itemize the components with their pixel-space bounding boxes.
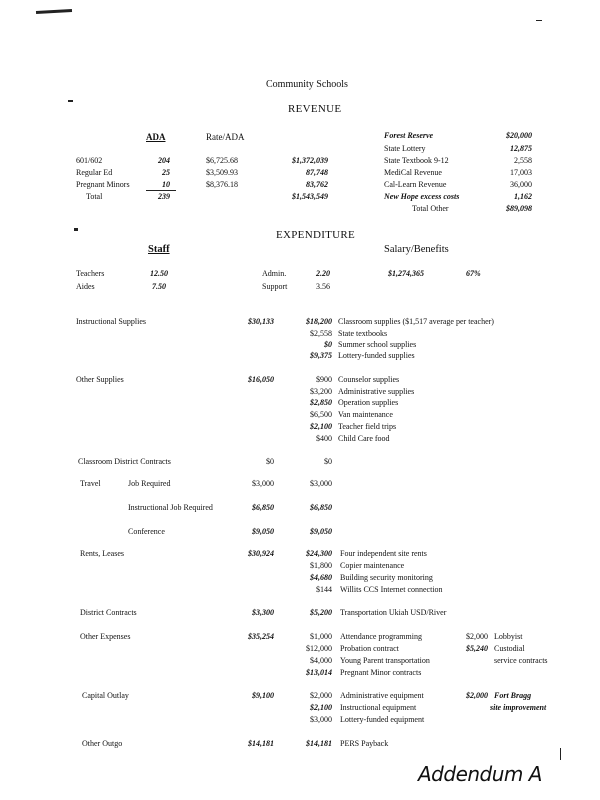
item-amount: $0 [324, 340, 332, 349]
salary-heading: Salary/Benefits [384, 244, 449, 255]
item-desc: Pregnant Minor contracts [340, 668, 422, 677]
item-amount: $6,500 [310, 410, 332, 419]
item-amount: $144 [316, 585, 332, 594]
revenue-ada: 25 [162, 168, 170, 177]
category-total: $16,050 [248, 375, 274, 384]
item-amount: $1,000 [310, 632, 332, 641]
item-desc: Operation supplies [338, 398, 399, 407]
item-amount: $18,200 [306, 317, 332, 326]
item-amount: $6,850 [310, 503, 332, 512]
item-amount: $3,000 [310, 715, 332, 724]
side-amount: $2,000 [466, 691, 488, 700]
side-desc: service contracts [494, 656, 548, 665]
item-amount: $3,000 [310, 479, 332, 488]
revenue-amount: 83,762 [306, 180, 328, 189]
item-amount: $4,000 [310, 656, 332, 665]
other-revenue-amount: 36,000 [510, 180, 532, 189]
revenue-ada: 204 [158, 156, 170, 165]
other-revenue-label: MediCal Revenue [384, 168, 442, 177]
item-amount: $900 [316, 375, 332, 384]
other-revenue-amount: 1,162 [514, 192, 532, 201]
item-amount: $9,375 [310, 351, 332, 360]
item-amount: $2,558 [310, 329, 332, 338]
revenue-rate: $8,376.18 [206, 180, 238, 189]
category-label: Other Supplies [76, 375, 124, 384]
expenditure-heading: EXPENDITURE [276, 229, 356, 241]
item-amount: $14,181 [306, 739, 332, 748]
scan-mark [36, 9, 72, 14]
category-total: $30,133 [248, 317, 274, 326]
other-revenue-amount: 17,003 [510, 168, 532, 177]
item-desc: Classroom supplies ($1,517 average per teacher) [338, 317, 494, 326]
item-desc: Teacher field trips [338, 422, 397, 431]
item-amount: $2,100 [310, 422, 332, 431]
item-desc: Lottery-funded supplies [338, 351, 415, 360]
other-revenue-label: Cal-Learn Revenue [384, 180, 447, 189]
category-total: $35,254 [248, 632, 274, 641]
scan-mark [560, 748, 561, 760]
item-amount: $13,014 [306, 668, 332, 677]
item-desc: Attendance programming [340, 632, 422, 641]
item-amount: $24,300 [306, 549, 332, 558]
ada-header: ADA [146, 132, 166, 142]
side-desc: Lobbyist [494, 632, 523, 641]
category-label: Rents, Leases [80, 549, 124, 558]
item-amount: $1,800 [310, 561, 332, 570]
side-amount: $2,000 [466, 632, 488, 641]
staff-label: Aides [76, 282, 95, 291]
staff-value: 2.20 [316, 269, 330, 278]
revenue-label: Pregnant Minors [76, 180, 130, 189]
item-desc: Four independent site rents [340, 549, 427, 558]
item-desc: Copier maintenance [340, 561, 405, 570]
category-total: $14,181 [248, 739, 274, 748]
revenue-amount: $1,372,039 [292, 156, 328, 165]
item-amount: $9,050 [310, 527, 332, 536]
scan-mark [68, 100, 73, 102]
travel-sub-label: Conference [128, 527, 165, 536]
revenue-label: 601/602 [76, 156, 103, 165]
revenue-heading: REVENUE [288, 103, 342, 115]
total-other-label: Total Other [412, 204, 449, 213]
scan-mark [536, 20, 542, 21]
revenue-ada: 239 [158, 192, 170, 201]
item-desc: Probation contract [340, 644, 399, 653]
staff-heading: Staff [148, 244, 170, 255]
category-label: District Contracts [80, 608, 137, 617]
item-desc: Administrative equipment [340, 691, 424, 700]
item-amount: $2,850 [310, 398, 332, 407]
staff-label: Teachers [76, 269, 105, 278]
other-revenue-label: New Hope excess costs [384, 192, 460, 201]
category-total: $9,050 [252, 527, 274, 536]
item-amount: $5,200 [310, 608, 332, 617]
category-label: Instructional Supplies [76, 317, 146, 326]
side-desc: Custodial [494, 644, 525, 653]
item-amount: $2,000 [310, 691, 332, 700]
revenue-amount: $1,543,549 [292, 192, 328, 201]
item-amount: $4,680 [310, 573, 332, 582]
staff-label: Admin. [262, 269, 287, 278]
category-label: Capital Outlay [82, 691, 129, 700]
category-total: $0 [266, 457, 274, 466]
side-desc: site improvement [490, 703, 547, 712]
category-total: $6,850 [252, 503, 274, 512]
staff-value: 7.50 [152, 282, 166, 291]
category-label: Classroom District Contracts [78, 457, 171, 466]
category-label: Other Outgo [82, 739, 123, 748]
staff-value: 3.56 [316, 282, 330, 291]
item-amount: $12,000 [306, 644, 332, 653]
revenue-rate: $3,509.93 [206, 168, 238, 177]
other-revenue-label: State Lottery [384, 144, 426, 153]
scan-mark [74, 228, 78, 231]
other-revenue-label: State Textbook 9-12 [384, 156, 449, 165]
total-rule [146, 190, 176, 191]
item-desc: Child Care food [338, 434, 390, 443]
revenue-rate: $6,725.68 [206, 156, 238, 165]
item-desc: Counselor supplies [338, 375, 400, 384]
item-desc: PERS Payback [340, 739, 389, 748]
travel-sub-label: Job Required [128, 479, 171, 488]
side-desc: Fort Bragg [494, 691, 532, 700]
revenue-label: Regular Ed [76, 168, 113, 177]
item-desc: Willits CCS Internet connection [340, 585, 443, 594]
revenue-ada: 10 [162, 180, 170, 189]
item-desc: Summer school supplies [338, 340, 417, 349]
item-desc: Transportation Ukiah USD/River [340, 608, 447, 617]
category-total: $9,100 [252, 691, 274, 700]
category-total: $3,000 [252, 479, 274, 488]
item-desc: Instructional equipment [340, 703, 417, 712]
page-title: Community Schools [266, 79, 348, 90]
item-desc: Van maintenance [338, 410, 393, 419]
side-amount: $5,240 [466, 644, 488, 653]
other-revenue-amount: $20,000 [506, 131, 532, 140]
category-total: $3,300 [252, 608, 274, 617]
other-revenue-amount: 12,875 [510, 144, 532, 153]
item-desc: Young Parent transportation [340, 656, 430, 665]
staff-label: Support [262, 282, 288, 291]
item-amount: $0 [324, 457, 332, 466]
revenue-amount: 87,748 [306, 168, 328, 177]
item-desc: State textbooks [338, 329, 388, 338]
item-amount: $2,100 [310, 703, 332, 712]
category-label: Other Expenses [80, 632, 131, 641]
item-amount: $400 [316, 434, 332, 443]
salary-percent: 67% [466, 269, 481, 278]
other-revenue-amount: 2,558 [514, 156, 532, 165]
other-revenue-label: Forest Reserve [384, 131, 434, 140]
item-amount: $3,200 [310, 387, 332, 396]
revenue-label: Total [86, 192, 103, 201]
salary-amount: $1,274,365 [388, 269, 424, 278]
total-other-amount: $89,098 [506, 204, 532, 213]
handwritten-addendum: Addendum A [418, 762, 542, 786]
rate-header: Rate/ADA [206, 132, 245, 142]
travel-sub-label: Instructional Job Required [128, 503, 213, 512]
category-total: $30,924 [248, 549, 274, 558]
category-label: Travel [80, 479, 101, 488]
item-desc: Administrative supplies [338, 387, 415, 396]
item-desc: Lottery-funded equipment [340, 715, 425, 724]
staff-value: 12.50 [150, 269, 168, 278]
item-desc: Building security monitoring [340, 573, 433, 582]
